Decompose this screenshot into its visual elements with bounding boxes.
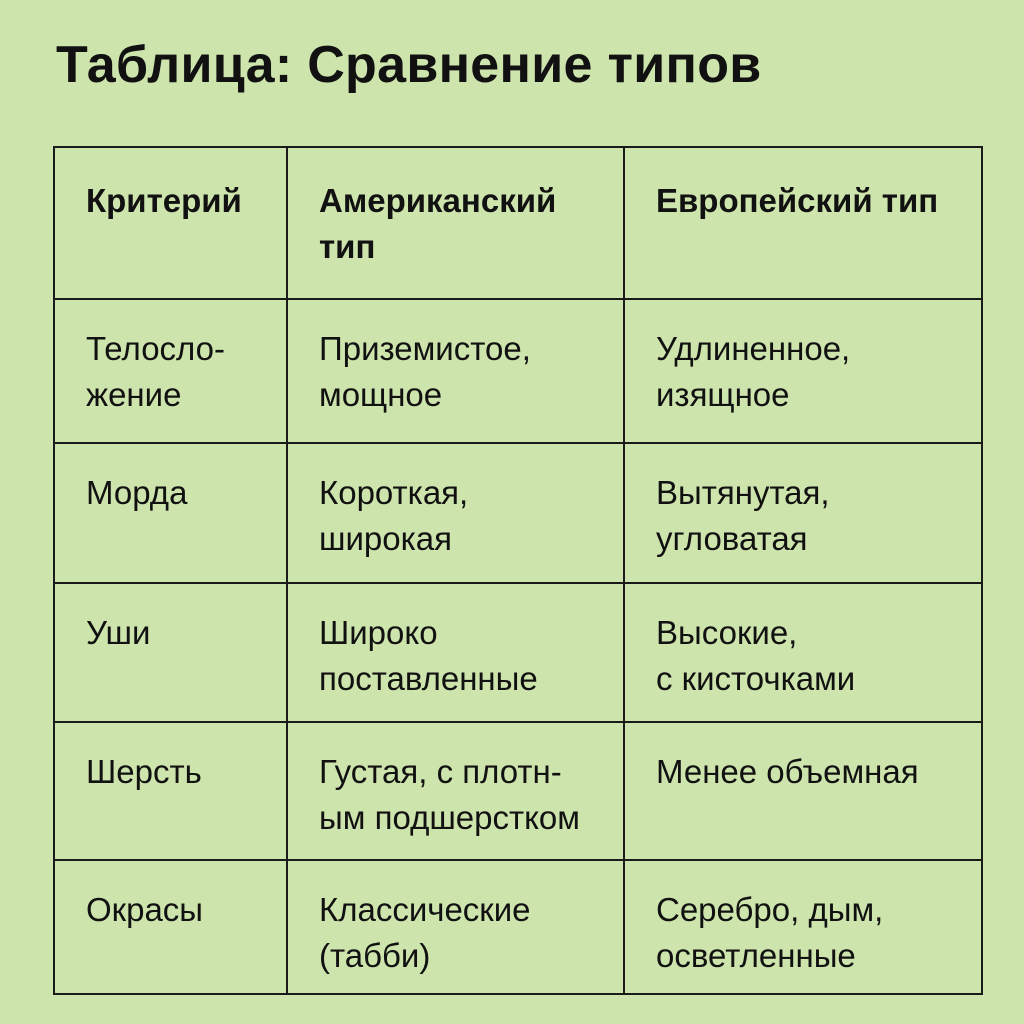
- comparison-table: [53, 146, 983, 995]
- criterion-cell: Морда: [54, 443, 287, 583]
- table-header-row: [54, 147, 982, 299]
- criterion-cell: Уши: [54, 583, 287, 722]
- criterion-cell: Шерсть: [54, 722, 287, 860]
- table-row: [54, 722, 982, 860]
- american-cell: Классические (табби): [287, 860, 624, 994]
- european-cell: Серебро, дым, осветленные: [624, 860, 982, 994]
- european-cell: Вытянутая, угловатая: [624, 443, 982, 583]
- criterion-cell: Телосло- жение: [54, 299, 287, 443]
- header-american-type: Американский тип: [287, 147, 624, 299]
- american-cell: Короткая, широкая: [287, 443, 624, 583]
- header-european-type: Европейский тип: [624, 147, 982, 299]
- american-cell: Густая, с плотн- ым подшерстком: [287, 722, 624, 860]
- european-cell: Удлиненное, изящное: [624, 299, 982, 443]
- page-title: Таблица: Сравнение типов: [56, 36, 762, 94]
- table-row: [54, 299, 982, 443]
- criterion-cell: Окрасы: [54, 860, 287, 994]
- european-cell: Менее объемная: [624, 722, 982, 860]
- table-row: [54, 443, 982, 583]
- european-cell: Высокие, с кисточками: [624, 583, 982, 722]
- table-row: [54, 583, 982, 722]
- american-cell: Широко поставленные: [287, 583, 624, 722]
- table-row: [54, 860, 982, 994]
- american-cell: Приземистое, мощное: [287, 299, 624, 443]
- header-criterion: Критерий: [54, 147, 287, 299]
